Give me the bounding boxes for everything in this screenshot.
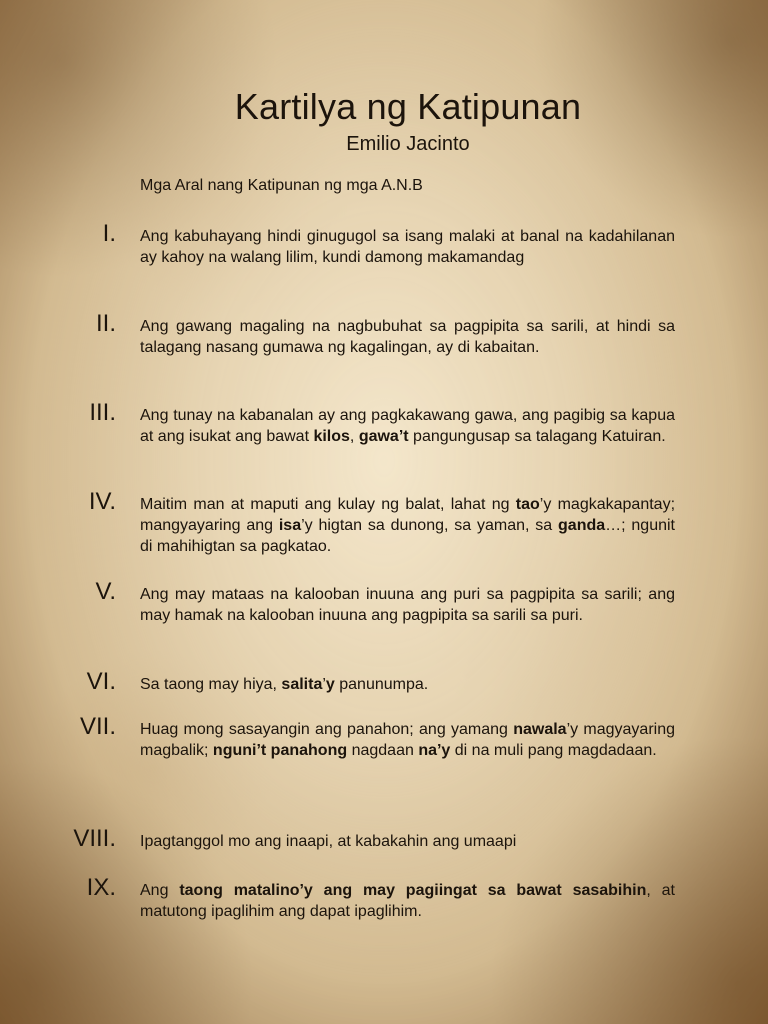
article-text	[140, 316, 675, 358]
article-text-segment: Ang may mataas na kalooban inuuna ang puri sa pagpipita sa sarili; ang may hamak na kalooban inuuna ang pagpipita sa sarili sa puri.	[140, 586, 675, 624]
emphasized-text: tao	[515, 496, 540, 513]
article-text	[140, 584, 675, 626]
article-text-segment: Ipagtanggol mo ang inaapi, at kabakahin ang umaapi	[140, 833, 517, 850]
emphasized-text: kilos	[313, 428, 350, 445]
article-numeral: III.	[89, 399, 116, 426]
emphasized-text: taong matalino’y ang may pagiingat sa bawat sasabihin	[179, 882, 647, 899]
emphasized-text: ganda	[558, 517, 606, 534]
article-text-segment: Ang gawang magaling na nagbubuhat sa pagpipita sa sarili, at hindi sa talagang nasang gumawa ng kagalingan, ay di kabaitan.	[140, 318, 675, 356]
article-text-segment: Sa taong may hiya,	[140, 676, 282, 693]
article-text-segment: ,	[349, 428, 359, 445]
emphasized-text: gawa’t	[358, 428, 409, 445]
emphasized-text: isa	[278, 517, 302, 534]
article-text-segment: panunumpa.	[334, 676, 429, 693]
emphasized-text: nawala	[513, 721, 567, 738]
article-numeral: IX.	[86, 874, 116, 901]
article-numeral: VI.	[86, 668, 116, 695]
article-text-segment: di na muli pang magdadaan.	[450, 742, 657, 759]
article-text-segment: ’y higtan sa dunong, sa yaman, sa	[301, 517, 559, 534]
document-author: Emilio Jacinto	[346, 133, 470, 155]
document-intro: Mga Aral nang Katipunan ng mga A.N.B	[140, 177, 423, 194]
article-text	[140, 831, 675, 852]
article-text-segment: ’y magkakapantay; mangyayaring ang	[140, 496, 676, 534]
article-numeral: IV.	[88, 488, 116, 515]
article-text	[140, 719, 675, 761]
article-text-segment: Ang kabuhayang hindi ginugugol sa isang malaki at banal na kadahilanan ay kahoy na walang lilim, kundi damong makamandag	[140, 228, 675, 266]
article-text	[140, 226, 675, 268]
article-text-segment: Ang tunay na kabanalan ay ang pagkakawang gawa, ang pagibig sa kapua at ang isukat ang bawat	[140, 407, 675, 445]
article-numeral: VII.	[79, 713, 116, 740]
article-text	[140, 405, 675, 447]
article-text-segment: pangungusap sa talagang Katuiran.	[408, 428, 666, 445]
article-text-segment: ’	[322, 676, 326, 693]
article-text	[140, 494, 675, 557]
emphasized-text: nguni’t panahong	[212, 742, 348, 759]
article-text-segment: Ang	[140, 882, 180, 899]
article-text-segment: …; ngunit di mahihigtan sa pagkatao.	[140, 517, 676, 555]
article-numeral: VIII.	[73, 825, 116, 852]
article-text-segment: nagdaan	[347, 742, 419, 759]
article-text-segment: ’y magyayaring magbalik;	[140, 721, 675, 759]
article-text-segment: Maitim man at maputi ang kulay ng balat, lahat ng	[140, 496, 516, 513]
document-title: Kartilya ng Katipunan	[234, 86, 582, 127]
article-text-segment: Huag mong sasayangin ang panahon; ang yamang	[140, 721, 514, 738]
article-numeral: II.	[95, 310, 116, 337]
article-text	[140, 880, 675, 922]
article-text	[140, 674, 675, 695]
emphasized-text: salita	[281, 676, 323, 693]
article-text-segment: , at matutong ipaglihim ang dapat ipaglihim.	[140, 882, 675, 920]
article-numeral: I.	[102, 220, 116, 247]
article-numeral: V.	[95, 578, 116, 605]
emphasized-text: y	[325, 676, 335, 693]
emphasized-text: na’y	[418, 742, 451, 759]
